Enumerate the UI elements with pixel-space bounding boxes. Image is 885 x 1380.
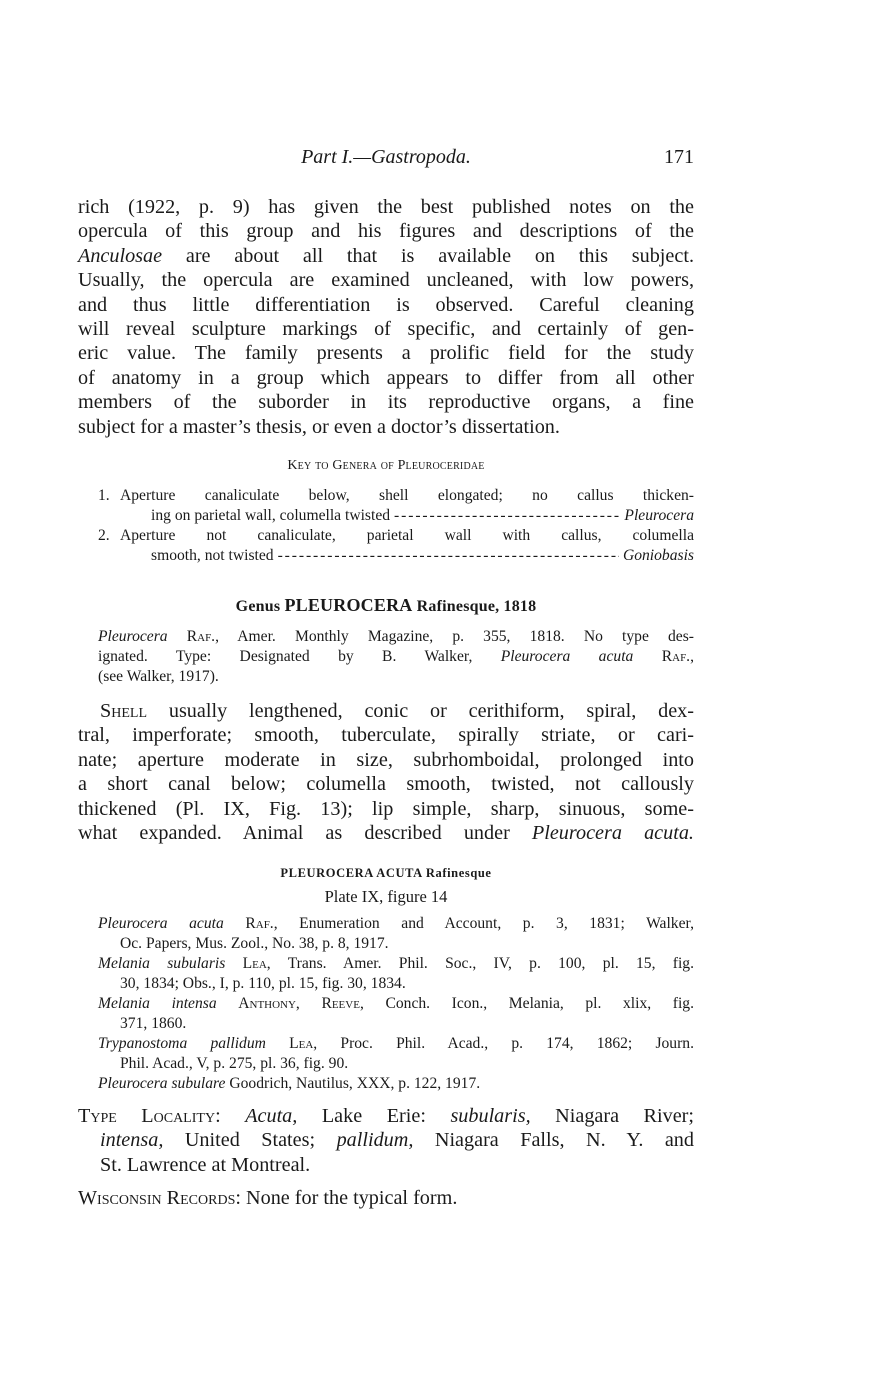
text-line: Usually, the opercula are examined uncleaned, with low powers, <box>78 269 694 292</box>
text-line: will reveal sculpture markings of specific, and certainly of gen- <box>78 317 694 340</box>
synonym-line: 30, 1834; Obs., I, p. 110, pl. 15, fig. 30, 1834. <box>120 975 406 992</box>
text-line: rich (1922, p. 9) has given the best published notes on the <box>78 196 694 218</box>
intro-paragraph <box>78 195 694 439</box>
citation-line: Pleurocera Raf., Amer. Monthly Magazine, p. 355, 1818. No type des- <box>98 628 694 645</box>
species-author: Rafinesque <box>425 866 492 880</box>
text-line: intensa, United States; pallidum, Niagara Falls, N. Y. and <box>100 1129 694 1152</box>
shell-description <box>78 699 694 845</box>
text-line: what expanded. Animal as described under Pleurocera acuta. <box>78 821 694 844</box>
key-entry-2-line1 <box>78 526 694 546</box>
text-line: and thus little differentiation is observed. Careful cleaning <box>78 293 694 316</box>
genus-citation <box>78 627 694 687</box>
genus-heading: Genus PLEUROCERA Rafinesque, 1818 <box>235 595 537 615</box>
text-line: Wisconsin Records: None for the typical form. <box>78 1187 458 1209</box>
species-name: PLEUROCERA ACUTA <box>280 866 423 880</box>
text-line: eric value. The family presents a prolific field for the study <box>78 342 694 365</box>
running-title: Part I.—Gastropoda. <box>301 146 471 168</box>
key-text: Aperture canaliculate below, shell elongated; no callus thicken- <box>120 487 694 504</box>
key-number: 2. <box>98 527 110 544</box>
text-line: of anatomy in a group which appears to differ from all other <box>78 366 694 389</box>
page-number: 171 <box>664 146 694 168</box>
type-locality <box>78 1104 694 1177</box>
synonym-line: Trypanostoma pallidum Lea, Proc. Phil. Acad., p. 174, 1862; Journ. <box>98 1035 694 1052</box>
text-line: Shell usually lengthened, conic or cerithiform, spiral, dex- <box>100 700 694 722</box>
leader-dots <box>278 546 619 566</box>
text-line: nate; aperture moderate in size, subrhomboidal, prolonged into <box>78 748 694 771</box>
text-line: St. Lawrence at Montreal. <box>100 1153 311 1176</box>
wisconsin-records <box>78 1186 694 1210</box>
key-entry-1-line1 <box>78 486 694 506</box>
citation-line: (see Walker, 1917). <box>98 668 219 685</box>
key-text: ing on parietal wall, columella twisted <box>151 507 391 524</box>
genera-key <box>78 486 694 566</box>
taxon-name: Anculosae <box>78 244 163 267</box>
key-entry-1-line2 <box>78 506 694 526</box>
running-head <box>78 146 694 172</box>
key-text: smooth, not twisted <box>151 547 274 564</box>
synonym-line: Oc. Papers, Mus. Zool., No. 38, p. 8, 1917. <box>120 935 389 952</box>
synonym-line: Pleurocera acuta Raf., Enumeration and Account, p. 3, 1831; Walker, <box>98 915 694 932</box>
key-genus: Goniobasis <box>622 547 694 564</box>
synonym-line: Melania subularis Lea, Trans. Amer. Phil. Soc., IV, p. 100, pl. 15, fig. <box>98 955 694 972</box>
text-line: a short canal below; columella smooth, twisted, not callously <box>78 773 694 796</box>
genus-name: PLEUROCERA <box>284 595 413 615</box>
synonym-line: Pleurocera subulare Goodrich, Nautilus, XXX, p. 122, 1917. <box>98 1075 481 1092</box>
key-number: 1. <box>98 487 110 504</box>
text-line: members of the suborder in its reproductive organs, a fine <box>78 391 694 414</box>
text-line: opercula of this group and his figures and descriptions of the <box>78 220 694 243</box>
text-line: Type Locality: Acuta, Lake Erie: subularis, Niagara River; <box>78 1105 695 1127</box>
taxon-name: Pleurocera acuta. <box>531 821 694 844</box>
citation-line: ignated. Type: Designated by B. Walker, Pleurocera acuta Raf., <box>98 648 694 665</box>
key-entry-2-line2 <box>78 546 694 566</box>
synonymy-list <box>78 914 694 1094</box>
plate-reference: Plate IX, figure 14 <box>324 887 448 906</box>
synonym-line: Phil. Acad., V, p. 275, pl. 36, fig. 90. <box>120 1055 349 1072</box>
text-line: Anculosae are about all that is available on this subject. <box>78 244 694 267</box>
key-genus: Pleurocera <box>624 507 694 524</box>
species-heading <box>78 866 694 881</box>
synonym-line: 371, 1860. <box>120 1015 187 1032</box>
synonym-line: Melania intensa Anthony, Reeve, Conch. Icon., Melania, pl. xlix, fig. <box>98 995 694 1012</box>
record-label: Type Locality <box>78 1105 216 1127</box>
leader-dots <box>394 506 620 526</box>
key-title: Key to Genera of Pleuroceridae <box>287 458 485 473</box>
text-line: thickened (Pl. IX, Fig. 13); lip simple, sharp, sinuous, some- <box>78 797 694 820</box>
key-text: Aperture not canaliculate, parietal wall with callus, columella <box>120 527 694 544</box>
text-line: subject for a master’s thesis, or even a doctor’s dissertation. <box>78 415 560 438</box>
record-label: Wisconsin Records <box>78 1187 236 1209</box>
text-line: tral, imperforate; smooth, tuberculate, spirally striate, or cari- <box>78 724 694 747</box>
